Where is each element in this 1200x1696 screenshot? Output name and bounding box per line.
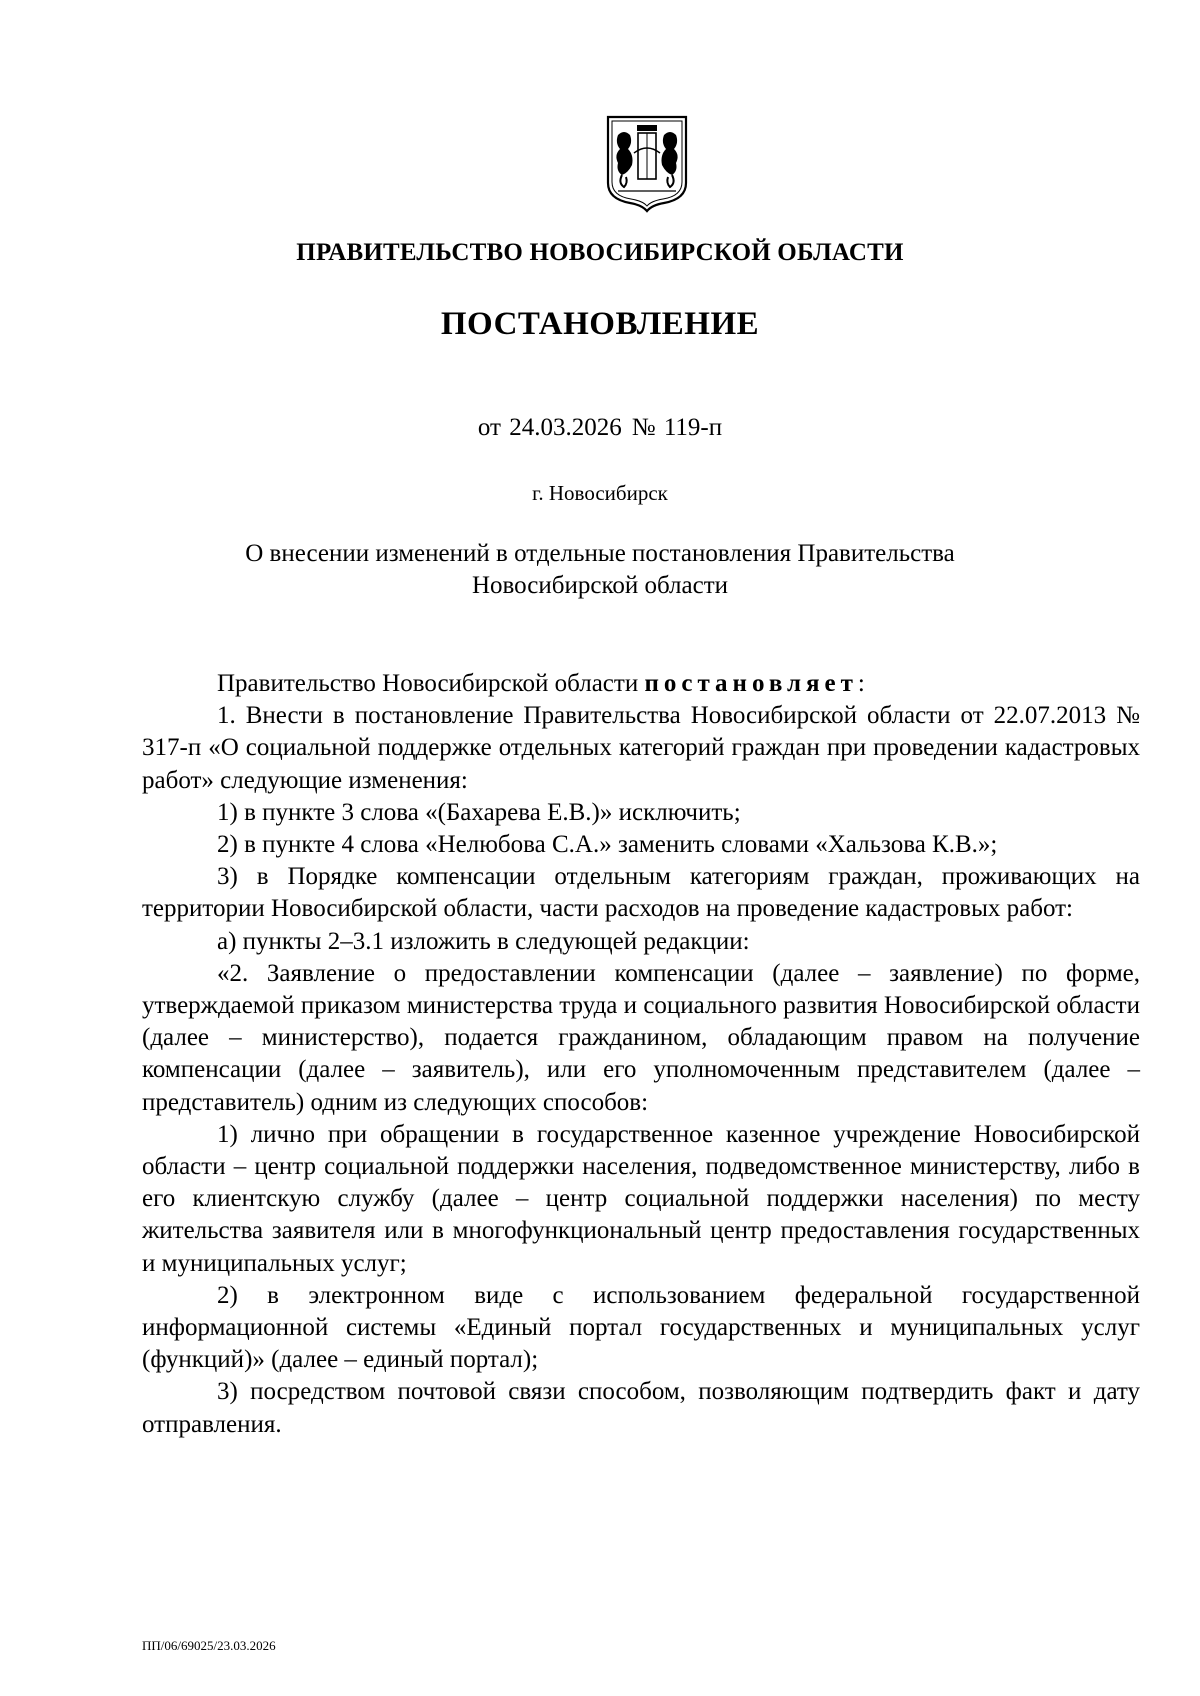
quoted-item-2-3: 3) посредством почтовой связи способом, позволяющим подтвердить факт и дату отправления. bbox=[142, 1378, 1140, 1438]
document-subject bbox=[0, 538, 1200, 602]
intro-colon: : bbox=[857, 670, 865, 697]
intro-verb: постановляет bbox=[644, 670, 858, 697]
footer-document-code: ПП/06/69025/23.03.2026 bbox=[142, 1638, 276, 1653]
paragraph-1: 1. Внести в постановление Правительства Новосибирской области от 22.07.2013 № 317-п «О социальной поддержке отдельных категорий граждан при проведении кадастровых работ» следующие изменения: bbox=[142, 702, 1140, 794]
document-type-title: ПОСТАНОВЛЕНИЕ bbox=[440, 306, 760, 342]
document-number: № 119-п bbox=[631, 414, 723, 441]
document-body bbox=[142, 668, 1140, 1441]
intro-text: Правительство Новосибирской области bbox=[217, 670, 639, 697]
subparagraph-1-1: 1) в пункте 3 слова «(Бахарева Е.В.)» исключить; bbox=[217, 798, 741, 826]
subparagraph-1-3-a: а) пункты 2–3.1 изложить в следующей редакции: bbox=[217, 927, 750, 955]
quoted-item-2-2: 2) в электронном виде с использованием федеральной государственной информационной системы «Единый портал государственных и муниципальных услуг (функций)» (далее – единый портал); bbox=[142, 1281, 1140, 1374]
subparagraph-1-3: 3) в Порядке компенсации отдельным категориям граждан, проживающих на территории Новосибирской области, части расходов на проведение кадастровых работ: bbox=[142, 863, 1140, 923]
city-line: г. Новосибирск bbox=[532, 481, 668, 505]
quoted-item-2-1: 1) лично при обращении в государственное казенное учреждение Новосибирской области – центр социальной поддержки населения, подведомственное министерству, либо в его клиентскую службу (далее – центр социальной поддержки населения) по месту жительства заявителя или в многофункциональный центр предоставления государственных и муниципальных услуг; bbox=[142, 1120, 1140, 1277]
coat-of-arms-icon bbox=[604, 113, 690, 213]
subject-line-2: Новосибирской области bbox=[471, 572, 729, 599]
subject-line-1: О внесении изменений в отдельные постановления Правительства bbox=[245, 540, 955, 567]
document-date: от 24.03.2026 bbox=[477, 414, 622, 441]
organization-title: ПРАВИТЕЛЬСТВО НОВОСИБИРСКОЙ ОБЛАСТИ bbox=[296, 239, 904, 266]
subparagraph-1-2: 2) в пункте 4 слова «Нелюбова С.А.» заменить словами «Хальзова К.В.»; bbox=[217, 831, 998, 859]
date-number-line bbox=[0, 414, 1200, 442]
intro-paragraph bbox=[142, 668, 1140, 700]
quoted-item-2: «2. Заявление о предоставлении компенсации (далее – заявление) по форме, утверждаемой приказом министерства труда и социального развития Новосибирской области (далее – министерство), подается гражданином, обладающим правом на получение компенсации (далее – заявитель), или его уполномоченным представителем (далее – представитель) одним из следующих способов: bbox=[142, 959, 1140, 1116]
